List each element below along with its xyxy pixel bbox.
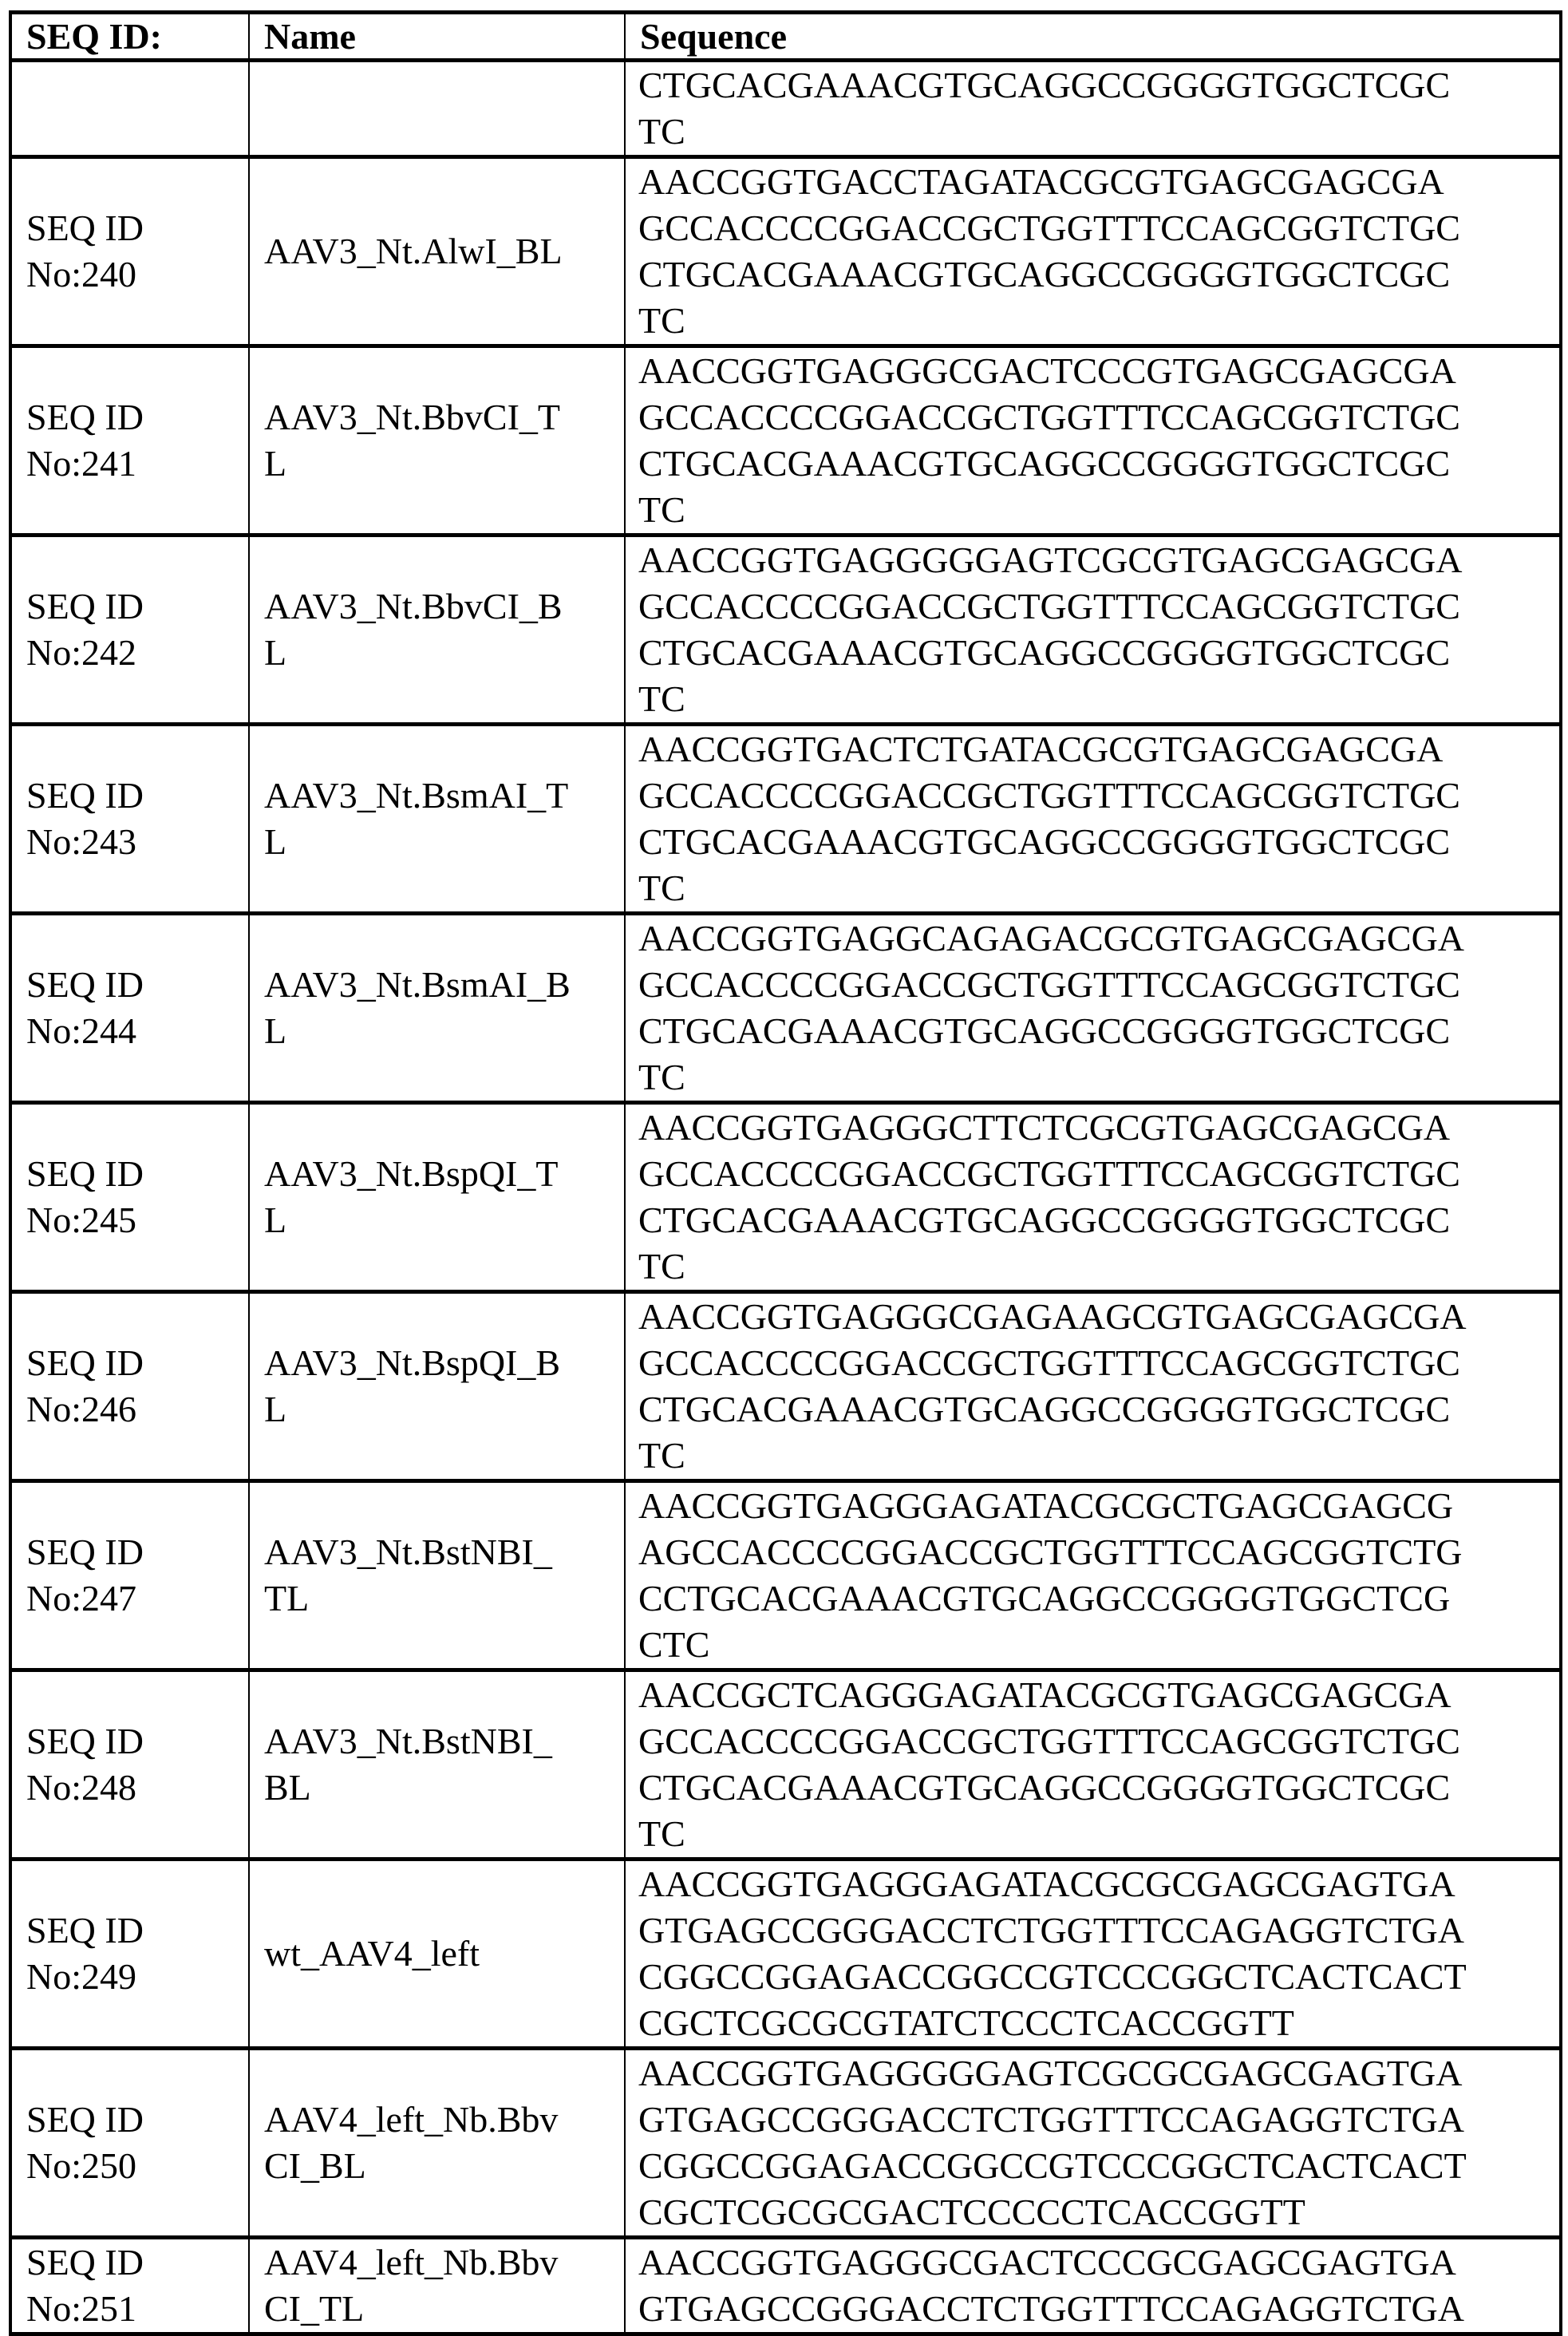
sequence-line: CTGCACGAAACGTGCAGGCCGGGGTGGCTCGC <box>638 62 1559 109</box>
seq-id-line: SEQ ID <box>26 962 248 1008</box>
sequence-line: GCCACCCCGGACCGCTGGTTTCCAGCGGTCTGC <box>638 1718 1559 1765</box>
sequence-line: AACCGCTCAGGGAGATACGCGTGAGCGAGCGA <box>638 1672 1559 1718</box>
table-row <box>10 1481 1561 1670</box>
name-line: L <box>264 1197 624 1243</box>
sequence-line: CTGCACGAAACGTGCAGGCCGGGGTGGCTCGC <box>638 1386 1559 1433</box>
name-line: AAV4_left_Nb.Bbv <box>264 2239 624 2286</box>
seq-id-line: SEQ ID <box>26 1907 248 1954</box>
name-line: AAV3_Nt.BsmAI_T <box>264 773 624 819</box>
sequence-line: CTGCACGAAACGTGCAGGCCGGGGTGGCTCGC <box>638 1765 1559 1811</box>
sequence-line: CTGCACGAAACGTGCAGGCCGGGGTGGCTCGC <box>638 630 1559 676</box>
sequence-line: TC <box>638 1811 1559 1857</box>
name-line: AAV4_left_Nb.Bbv <box>264 2097 624 2143</box>
sequence-line: GTGAGCCGGGACCTCTGGTTTCCAGAGGTCTGA <box>638 1907 1559 1954</box>
name-line: AAV3_Nt.BspQI_T <box>264 1151 624 1197</box>
seq-id-line: SEQ ID <box>26 1529 248 1575</box>
name-line: L <box>264 630 624 676</box>
sequence-cell <box>625 1860 1561 2049</box>
sequence-line: GCCACCCCGGACCGCTGGTTTCCAGCGGTCTGC <box>638 583 1559 630</box>
sequence-cell <box>625 1481 1561 1670</box>
seq-id-cell <box>10 536 249 725</box>
seq-id-line: No:248 <box>26 1765 248 1811</box>
name-cell <box>249 157 625 346</box>
sequence-line: AACCGGTGAGGGCGAGAAGCGTGAGCGAGCGA <box>638 1294 1559 1340</box>
name-line: AAV3_Nt.BbvCI_T <box>264 394 624 441</box>
sequence-line: TC <box>638 676 1559 722</box>
seq-id-cell <box>10 914 249 1103</box>
sequence-cell <box>625 346 1561 536</box>
name-line: L <box>264 819 624 865</box>
sequence-line: GCCACCCCGGACCGCTGGTTTCCAGCGGTCTGC <box>638 1340 1559 1386</box>
sequence-line: GCCACCCCGGACCGCTGGTTTCCAGCGGTCTGC <box>638 394 1559 441</box>
sequence-line: GTGAGCCGGGACCTCTGGTTTCCAGAGGTCTGA <box>638 2286 1559 2332</box>
table-row <box>10 1670 1561 1860</box>
sequence-cell <box>625 61 1561 157</box>
table-row <box>10 157 1561 346</box>
seq-id-line: No:246 <box>26 1386 248 1433</box>
table-body <box>10 61 1561 2334</box>
table-row <box>10 2049 1561 2238</box>
sequence-line: GCCACCCCGGACCGCTGGTTTCCAGCGGTCTGC <box>638 962 1559 1008</box>
sequence-line: GCCACCCCGGACCGCTGGTTTCCAGCGGTCTGC <box>638 205 1559 251</box>
name-line: AAV3_Nt.BstNBI_ <box>264 1718 624 1765</box>
header-row <box>10 13 1561 61</box>
name-line: L <box>264 441 624 487</box>
name-cell <box>249 1103 625 1292</box>
sequence-cell <box>625 536 1561 725</box>
table-row <box>10 2238 1561 2334</box>
header-name: Name <box>249 13 625 61</box>
sequence-line: AACCGGTGAGGGCGACTCCCGTGAGCGAGCGA <box>638 348 1559 394</box>
sequence-line: TC <box>638 1054 1559 1101</box>
name-line: AAV3_Nt.BsmAI_B <box>264 962 624 1008</box>
name-cell <box>249 1292 625 1481</box>
seq-id-cell <box>10 346 249 536</box>
seq-id-line: SEQ ID <box>26 1718 248 1765</box>
name-cell <box>249 725 625 914</box>
table-row <box>10 536 1561 725</box>
seq-id-line: No:243 <box>26 819 248 865</box>
name-line: AAV3_Nt.BspQI_B <box>264 1340 624 1386</box>
sequence-line: GTGAGCCGGGACCTCTGGTTTCCAGAGGTCTGA <box>638 2097 1559 2143</box>
sequence-line: TC <box>638 1243 1559 1290</box>
sequence-line: AACCGGTGAGGGGGAGTCGCGTGAGCGAGCGA <box>638 537 1559 583</box>
seq-id-cell <box>10 1103 249 1292</box>
sequence-line: TC <box>638 865 1559 911</box>
sequence-cell <box>625 1292 1561 1481</box>
seq-id-line: SEQ ID <box>26 583 248 630</box>
sequence-line: TC <box>638 298 1559 344</box>
sequence-cell <box>625 1670 1561 1860</box>
name-line: L <box>264 1386 624 1433</box>
sequence-line: CGCTCGCGCGACTCCCCCTCACCGGTT <box>638 2189 1559 2235</box>
seq-id-line: SEQ ID <box>26 2239 248 2286</box>
sequence-line: AACCGGTGAGGGAGATACGCGCGAGCGAGTGA <box>638 1861 1559 1907</box>
name-line: AAV3_Nt.AlwI_BL <box>264 228 624 275</box>
name-cell <box>249 61 625 157</box>
seq-id-cell <box>10 1860 249 2049</box>
seq-id-line: SEQ ID <box>26 205 248 251</box>
table-row <box>10 1860 1561 2049</box>
table-row <box>10 1103 1561 1292</box>
sequence-cell <box>625 157 1561 346</box>
table-row <box>10 725 1561 914</box>
seq-id-line: No:241 <box>26 441 248 487</box>
sequence-line: GCCACCCCGGACCGCTGGTTTCCAGCGGTCTGC <box>638 773 1559 819</box>
sequence-line: AACCGGTGAGGGCGACTCCCGCGAGCGAGTGA <box>638 2239 1559 2286</box>
sequence-line: CTGCACGAAACGTGCAGGCCGGGGTGGCTCGC <box>638 819 1559 865</box>
name-line: CI_BL <box>264 2143 624 2189</box>
sequence-line: AACCGGTGAGGGCTTCTCGCGTGAGCGAGCGA <box>638 1105 1559 1151</box>
sequence-line: CGCTCGCGCGTATCTCCCTCACCGGTT <box>638 2000 1559 2046</box>
seq-id-line: No:250 <box>26 2143 248 2189</box>
sequence-line: CTGCACGAAACGTGCAGGCCGGGGTGGCTCGC <box>638 251 1559 298</box>
seq-id-line: No:240 <box>26 251 248 298</box>
seq-id-line: SEQ ID <box>26 394 248 441</box>
sequence-line: CTGCACGAAACGTGCAGGCCGGGGTGGCTCGC <box>638 441 1559 487</box>
sequence-line: CTGCACGAAACGTGCAGGCCGGGGTGGCTCGC <box>638 1008 1559 1054</box>
sequence-line: GCCACCCCGGACCGCTGGTTTCCAGCGGTCTGC <box>638 1151 1559 1197</box>
seq-id-line: SEQ ID <box>26 1340 248 1386</box>
sequence-line: AACCGGTGAGGGAGATACGCGCTGAGCGAGCG <box>638 1483 1559 1529</box>
seq-id-line: SEQ ID <box>26 2097 248 2143</box>
sequence-cell <box>625 1103 1561 1292</box>
name-cell <box>249 2049 625 2238</box>
name-cell <box>249 2238 625 2334</box>
sequence-cell <box>625 914 1561 1103</box>
sequence-line: CTC <box>638 1622 1559 1668</box>
name-cell <box>249 1860 625 2049</box>
sequence-line: TC <box>638 109 1559 155</box>
sequence-line: CGGCCGGAGACCGGCCGTCCCGGCTCACTCACT <box>638 1954 1559 2000</box>
sequence-table <box>9 10 1562 2336</box>
table-row <box>10 61 1561 157</box>
sequence-cell <box>625 725 1561 914</box>
name-cell <box>249 346 625 536</box>
name-line: TL <box>264 1575 624 1622</box>
seq-id-cell <box>10 1292 249 1481</box>
name-line: AAV3_Nt.BstNBI_ <box>264 1529 624 1575</box>
sequence-line: CTGCACGAAACGTGCAGGCCGGGGTGGCTCGC <box>638 1197 1559 1243</box>
name-line: L <box>264 1008 624 1054</box>
seq-id-line: No:245 <box>26 1197 248 1243</box>
table-row <box>10 1292 1561 1481</box>
name-cell <box>249 914 625 1103</box>
table-row <box>10 914 1561 1103</box>
seq-id-cell <box>10 61 249 157</box>
name-cell <box>249 536 625 725</box>
sequence-line: AACCGGTGAGGCAGAGACGCGTGAGCGAGCGA <box>638 915 1559 962</box>
name-line: AAV3_Nt.BbvCI_B <box>264 583 624 630</box>
seq-id-cell <box>10 1670 249 1860</box>
sequence-line: AACCGGTGACCTAGATACGCGTGAGCGAGCGA <box>638 159 1559 205</box>
seq-id-line: No:247 <box>26 1575 248 1622</box>
seq-id-cell <box>10 2238 249 2334</box>
name-cell <box>249 1670 625 1860</box>
seq-id-cell <box>10 1481 249 1670</box>
seq-id-cell <box>10 725 249 914</box>
seq-id-line: No:251 <box>26 2286 248 2332</box>
seq-id-cell <box>10 2049 249 2238</box>
seq-id-line: SEQ ID <box>26 773 248 819</box>
seq-id-line: No:242 <box>26 630 248 676</box>
table-row <box>10 346 1561 536</box>
name-line: BL <box>264 1765 624 1811</box>
sequence-line: AACCGGTGACTCTGATACGCGTGAGCGAGCGA <box>638 726 1559 773</box>
seq-id-line: No:249 <box>26 1954 248 2000</box>
sequence-line: TC <box>638 1433 1559 1479</box>
name-line: wt_AAV4_left <box>264 1931 624 1977</box>
sequence-line: TC <box>638 487 1559 533</box>
seq-id-line: No:244 <box>26 1008 248 1054</box>
seq-id-line: SEQ ID <box>26 1151 248 1197</box>
sequence-cell <box>625 2049 1561 2238</box>
sequence-cell <box>625 2238 1561 2334</box>
sequence-line: AACCGGTGAGGGGGAGTCGCGCGAGCGAGTGA <box>638 2050 1559 2097</box>
sequence-line: CCTGCACGAAACGTGCAGGCCGGGGTGGCTCG <box>638 1575 1559 1622</box>
name-cell <box>249 1481 625 1670</box>
sequence-line: CGGCCGGAGACCGGCCGTCCCGGCTCACTCACT <box>638 2143 1559 2189</box>
seq-id-cell <box>10 157 249 346</box>
header-seq-id: SEQ ID: <box>10 13 249 61</box>
header-sequence: Sequence <box>625 13 1561 61</box>
name-line: CI_TL <box>264 2286 624 2332</box>
sequence-line: AGCCACCCCGGACCGCTGGTTTCCAGCGGTCTG <box>638 1529 1559 1575</box>
